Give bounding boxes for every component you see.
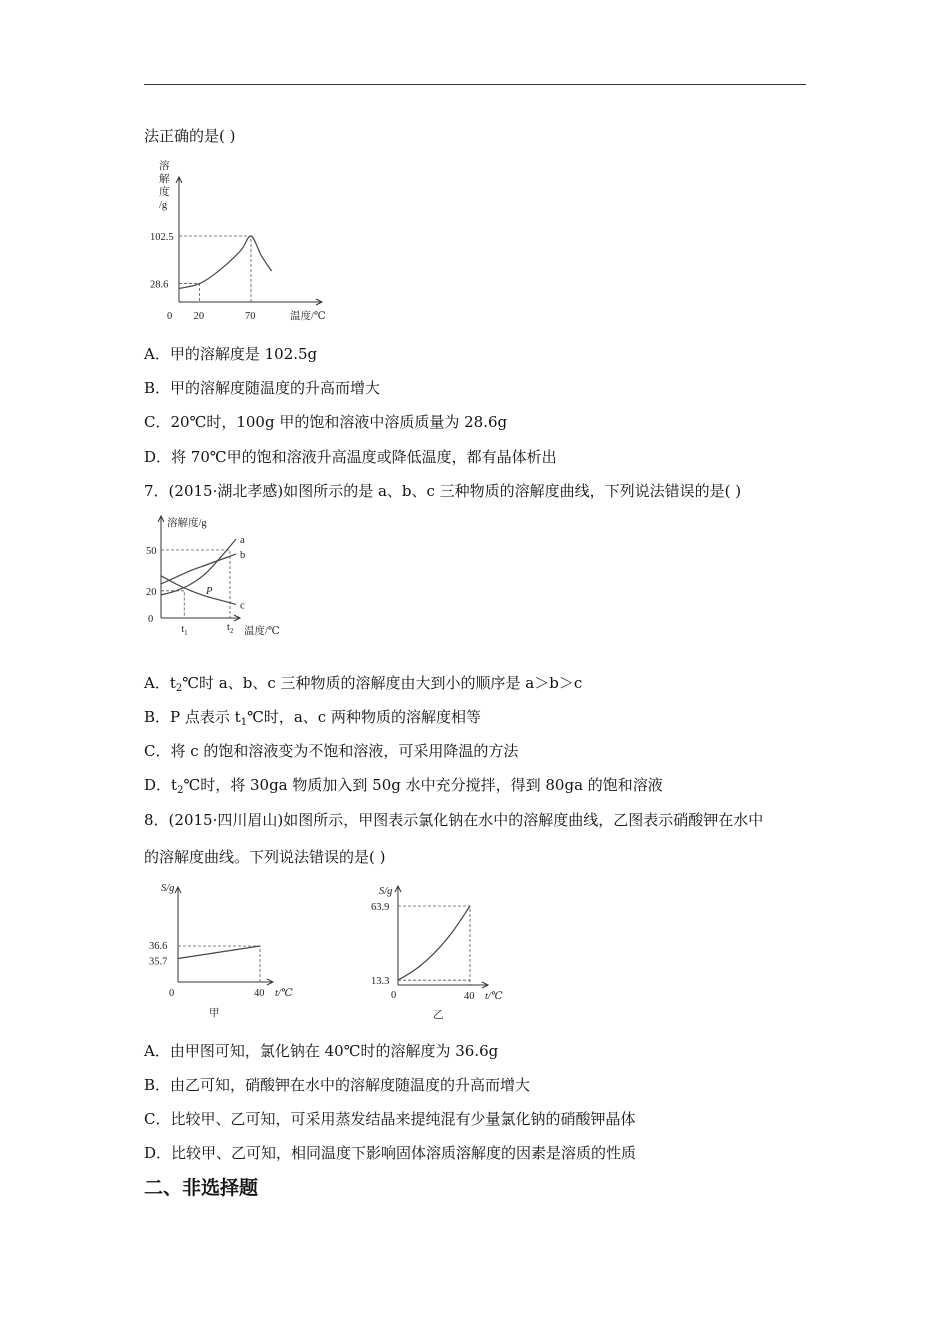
q7-b-subscript: 1 <box>240 717 248 728</box>
fig3-xlabel: t/℃ <box>275 988 293 999</box>
fig3-plot <box>149 883 293 1019</box>
fig2-plot <box>146 516 280 637</box>
fig2-origin-label: 0 <box>148 614 154 625</box>
fig2-abc-chart <box>140 508 300 643</box>
fig4-kno3-chart <box>365 878 525 1028</box>
fig1-ylabel-char: 度 <box>159 187 170 198</box>
fig4-origin-label: 0 <box>391 990 397 1001</box>
fig4-xtick-40: 40 <box>464 991 475 1002</box>
q6-option-a: A．甲的溶解度是 102.5g <box>144 345 318 363</box>
q7-option-a <box>144 673 582 693</box>
q7-option-c: C．将 c 的饱和溶液变为不饱和溶液，可采用降温的方法 <box>144 742 519 760</box>
fig3-series-nacl <box>178 946 260 959</box>
q6-option-d: D．将 70℃甲的饱和溶液升高温度或降低温度，都有晶体析出 <box>144 448 557 466</box>
fig1-xtick-70: 70 <box>245 311 256 322</box>
fig4-xlabel: t/℃ <box>485 991 503 1002</box>
fig2-series-label-c: c <box>240 600 245 612</box>
fig1-guide-102 <box>179 236 251 302</box>
fig1-origin-label: 0 <box>167 311 173 322</box>
fig1-ylabel-char: 溶 <box>159 161 170 172</box>
fig2-point-label: P <box>206 586 213 597</box>
fig1-xtick-20: 20 <box>193 311 205 322</box>
q6-option-b: B．甲的溶解度随温度的升高而增大 <box>144 379 381 397</box>
q8-stem-line2: 的溶解度曲线。下列说法错误的是( ) <box>144 848 386 866</box>
fig4-caption: 乙 <box>433 1010 444 1021</box>
q7-a-subscript: 2 <box>175 683 183 694</box>
fig2-series-label-b: b <box>240 550 246 562</box>
fig3-xtick-40: 40 <box>254 988 265 999</box>
q7-option-b <box>144 707 481 727</box>
fig1-ylabel-char: /g <box>159 200 168 211</box>
section-title: 二、非选择题 <box>144 1177 259 1199</box>
fig2-series-label-a: a <box>240 535 245 547</box>
fig1-series-jia <box>179 236 272 289</box>
q7-b-text: ℃时，a、c 两种物质的溶解度相等 <box>247 708 481 726</box>
fig1-ylabel-char: 解 <box>159 174 170 185</box>
fig4-ytick-13.3: 13.3 <box>371 976 390 988</box>
q8-option-b: B．由乙可知，硝酸钾在水中的溶解度随温度的升高而增大 <box>144 1076 531 1094</box>
fig3-ylabel: S/g <box>161 883 175 894</box>
q8-option-a: A．由甲图可知，氯化钠在 40℃时的溶解度为 36.6g <box>144 1042 499 1060</box>
fig3-origin-label: 0 <box>169 988 175 999</box>
fig2-xtick-t2: $t_2$ <box>227 622 234 635</box>
q7-b-prefix: B．P 点表示 t <box>144 708 241 726</box>
fig2-guide-t1 <box>161 591 184 618</box>
q7-a-prefix: A．t <box>144 674 176 692</box>
fig1-ytick-102.5: 102.5 <box>150 232 174 243</box>
fig1-ytick-28.6: 28.6 <box>150 279 169 291</box>
fig3-caption: 甲 <box>209 1008 220 1019</box>
fig3-guide <box>178 946 260 982</box>
fig2-ytick-20: 20 <box>146 586 157 598</box>
q8-option-c: C．比较甲、乙可知，可采用蒸发结晶来提纯混有少量氯化钠的硝酸钾晶体 <box>144 1110 636 1128</box>
q6-option-c: C．20℃时，100g 甲的饱和溶液中溶质质量为 28.6g <box>144 413 508 431</box>
fig1-xlabel: 温度/℃ <box>290 311 326 322</box>
fig4-plot <box>371 886 503 1021</box>
fig3-nacl-chart <box>145 875 320 1025</box>
q8-stem-line1: 8．(2015·四川眉山)如图所示，甲图表示氯化钠在水中的溶解度曲线，乙图表示硝酸钾在水中 <box>144 811 764 829</box>
fig2-xlabel: 温度/℃ <box>244 626 280 637</box>
fig2-ylabel: 溶解度/g <box>167 518 207 529</box>
fig3-ytick-36.6: 36.6 <box>149 941 168 952</box>
header-rule <box>144 84 806 85</box>
fig2-series-c <box>161 576 236 605</box>
fig4-series-kno3 <box>398 906 470 980</box>
q7-a-text: ℃时 a、b、c 三种物质的溶解度由大到小的顺序是 a＞b＞c <box>182 674 583 692</box>
q7-option-d <box>144 775 663 795</box>
q8-option-d: D．比较甲、乙可知，相同温度下影响固体溶质溶解度的因素是溶质的性质 <box>144 1144 637 1162</box>
fig4-ytick-63.9: 63.9 <box>371 902 390 913</box>
fig1-plot <box>150 159 326 322</box>
q7-d-text: ℃时，将 30ga 物质加入到 50g 水中充分搅拌，得到 80ga 的饱和溶液 <box>183 776 663 794</box>
q7-d-prefix: D．t <box>144 776 178 794</box>
q7-stem: 7．(2015·湖北孝感)如图所示的是 a、b、c 三种物质的溶解度曲线，下列说法错误的是( ) <box>144 482 742 500</box>
fig4-ylabel: S/g <box>379 886 393 897</box>
fig3-ytick-35.7: 35.7 <box>149 956 168 968</box>
q7-d-subscript: 2 <box>177 785 184 796</box>
fig2-ytick-50: 50 <box>146 546 157 557</box>
q6-stem-tail: 法正确的是( ) <box>144 127 236 145</box>
fig2-xtick-t1: $t_1$ <box>181 624 188 637</box>
fig1-solubility-chart <box>150 155 350 330</box>
